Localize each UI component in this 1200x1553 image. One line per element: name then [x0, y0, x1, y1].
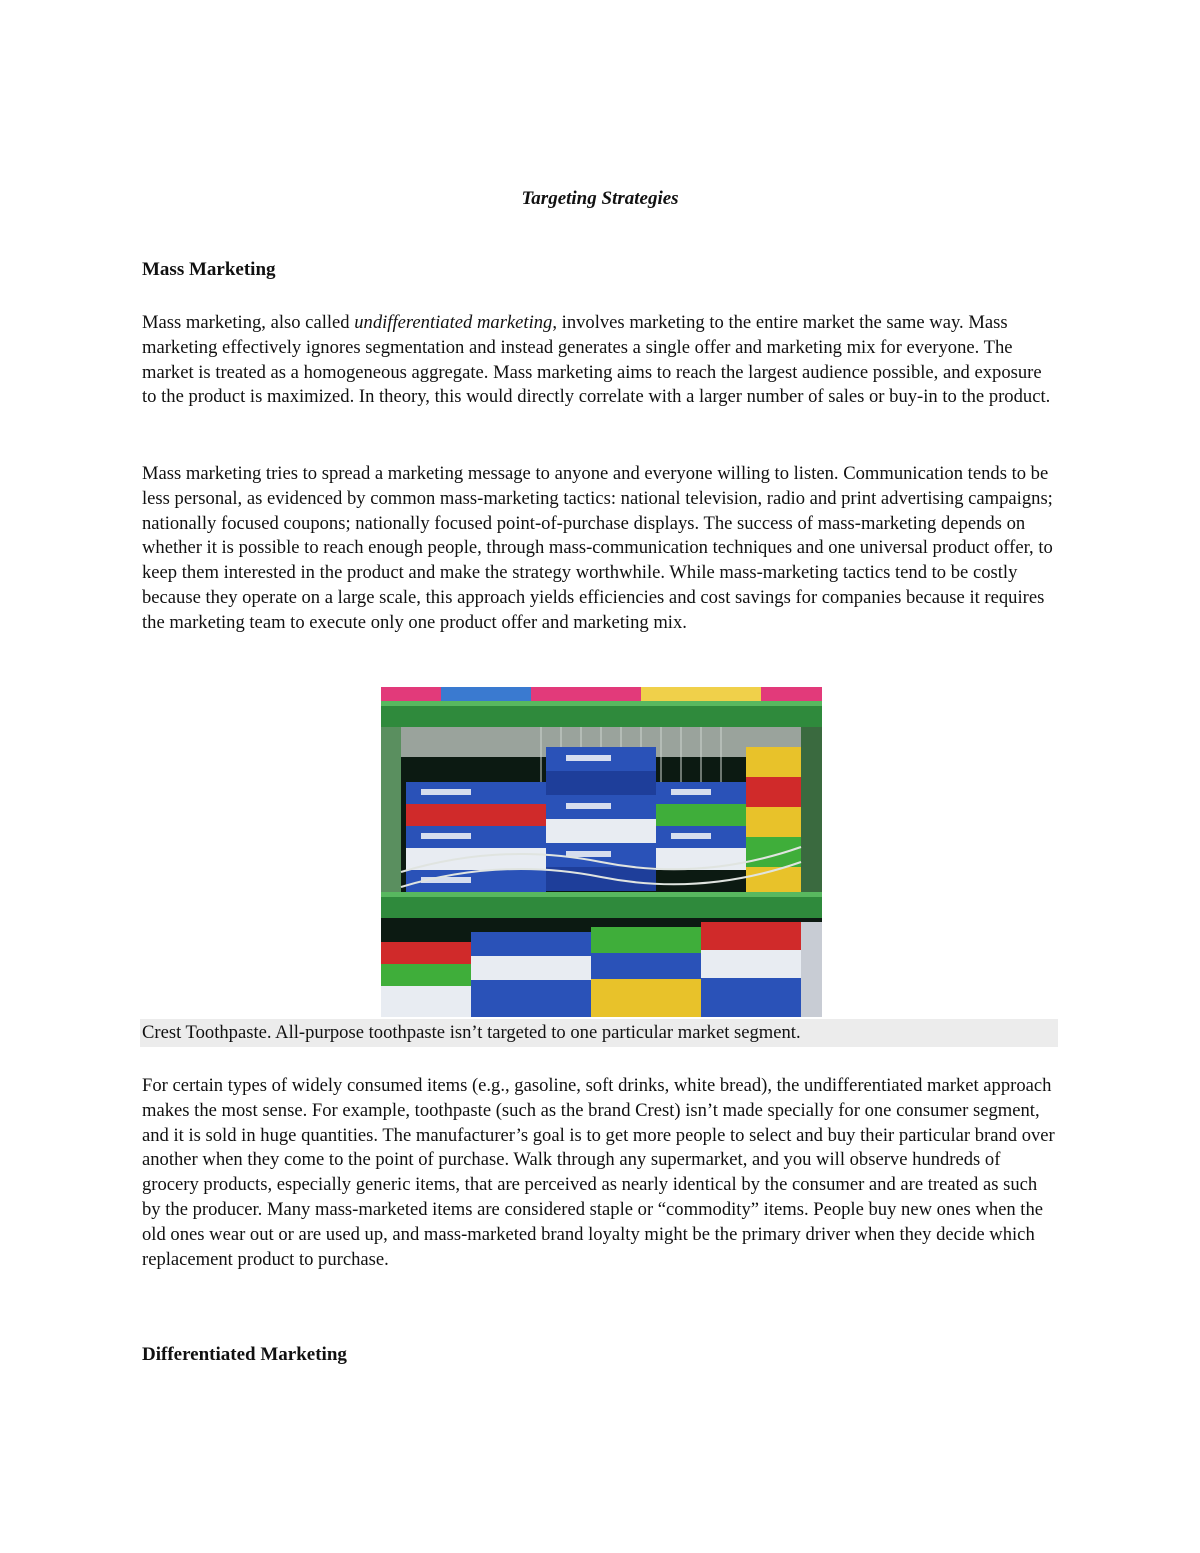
document-title: Targeting Strategies — [521, 188, 679, 209]
paragraph-text: Mass marketing, also called — [142, 312, 355, 333]
section-heading-mass-marketing: Mass Marketing — [142, 259, 276, 280]
paragraph-undifferentiated-examples: For certain types of widely consumed items (e.g., gasoline, soft drinks, white bread), the undifferentiated market approach makes the most sense. For example, toothpaste (such as the brand Crest) isn’t made specially for one consumer segment, and it is sold in huge quantities. The manufacturer’s goal is to get more people to select and buy their particular brand over another when they come to the point of purchase. Walk through any supermarket, and you will observe hundreds of grocery products, especially generic items, that are perceived as nearly identical by the consumer and are treated as such by the producer. Many mass-marketed items are considered staple or “commodity” items. People buy new ones when the old ones wear out or are used up, and mass-marketed brand loyalty might be the primary driver when they decide which replacement product to purchase. — [142, 1075, 1055, 1270]
term-undifferentiated-marketing: undifferentiated marketing — [354, 312, 553, 333]
paragraph-mass-marketing-definition — [142, 311, 1058, 410]
figure-caption: Crest Toothpaste. All-purpose toothpaste isn’t targeted to one particular market segment. — [140, 1019, 1058, 1047]
paragraph-text: , involves marketing to the entire market the same way. Mass marketing effectively ignores segmentation and instead generates a single offer and marketing mix for everyone. The market is treated as a homogeneous aggregate. Mass marketing aims to reach the largest audience possible, and exposure to the product is maximized. In theory, this would directly correlate with a larger number of sales or buy-in to the product. — [142, 312, 1051, 408]
paragraph-mass-marketing-tactics: Mass marketing tries to spread a marketing message to anyone and everyone willing to listen. Communication tends to be less personal, as evidenced by common mass-marketing tactics: national television, radio and print advertising campaigns; nationally focused coupons; nationally focused point-of-purchase displays. The success of mass-marketing depends on whether it is possible to reach enough people, through mass-communication techniques and one universal product offer, to keep them interested in the product and make the strategy worthwhile. While mass-marketing tactics tend to be costly because they operate on a large scale, this approach yields efficiencies and cost savings for companies because it requires the marketing team to execute only one product offer and marketing mix. — [142, 463, 1053, 633]
section-heading-differentiated-marketing: Differentiated Marketing — [142, 1344, 347, 1365]
crest-toothpaste-shelf-photo — [381, 687, 822, 1017]
toothpaste-shelf-illustration — [381, 687, 822, 1017]
